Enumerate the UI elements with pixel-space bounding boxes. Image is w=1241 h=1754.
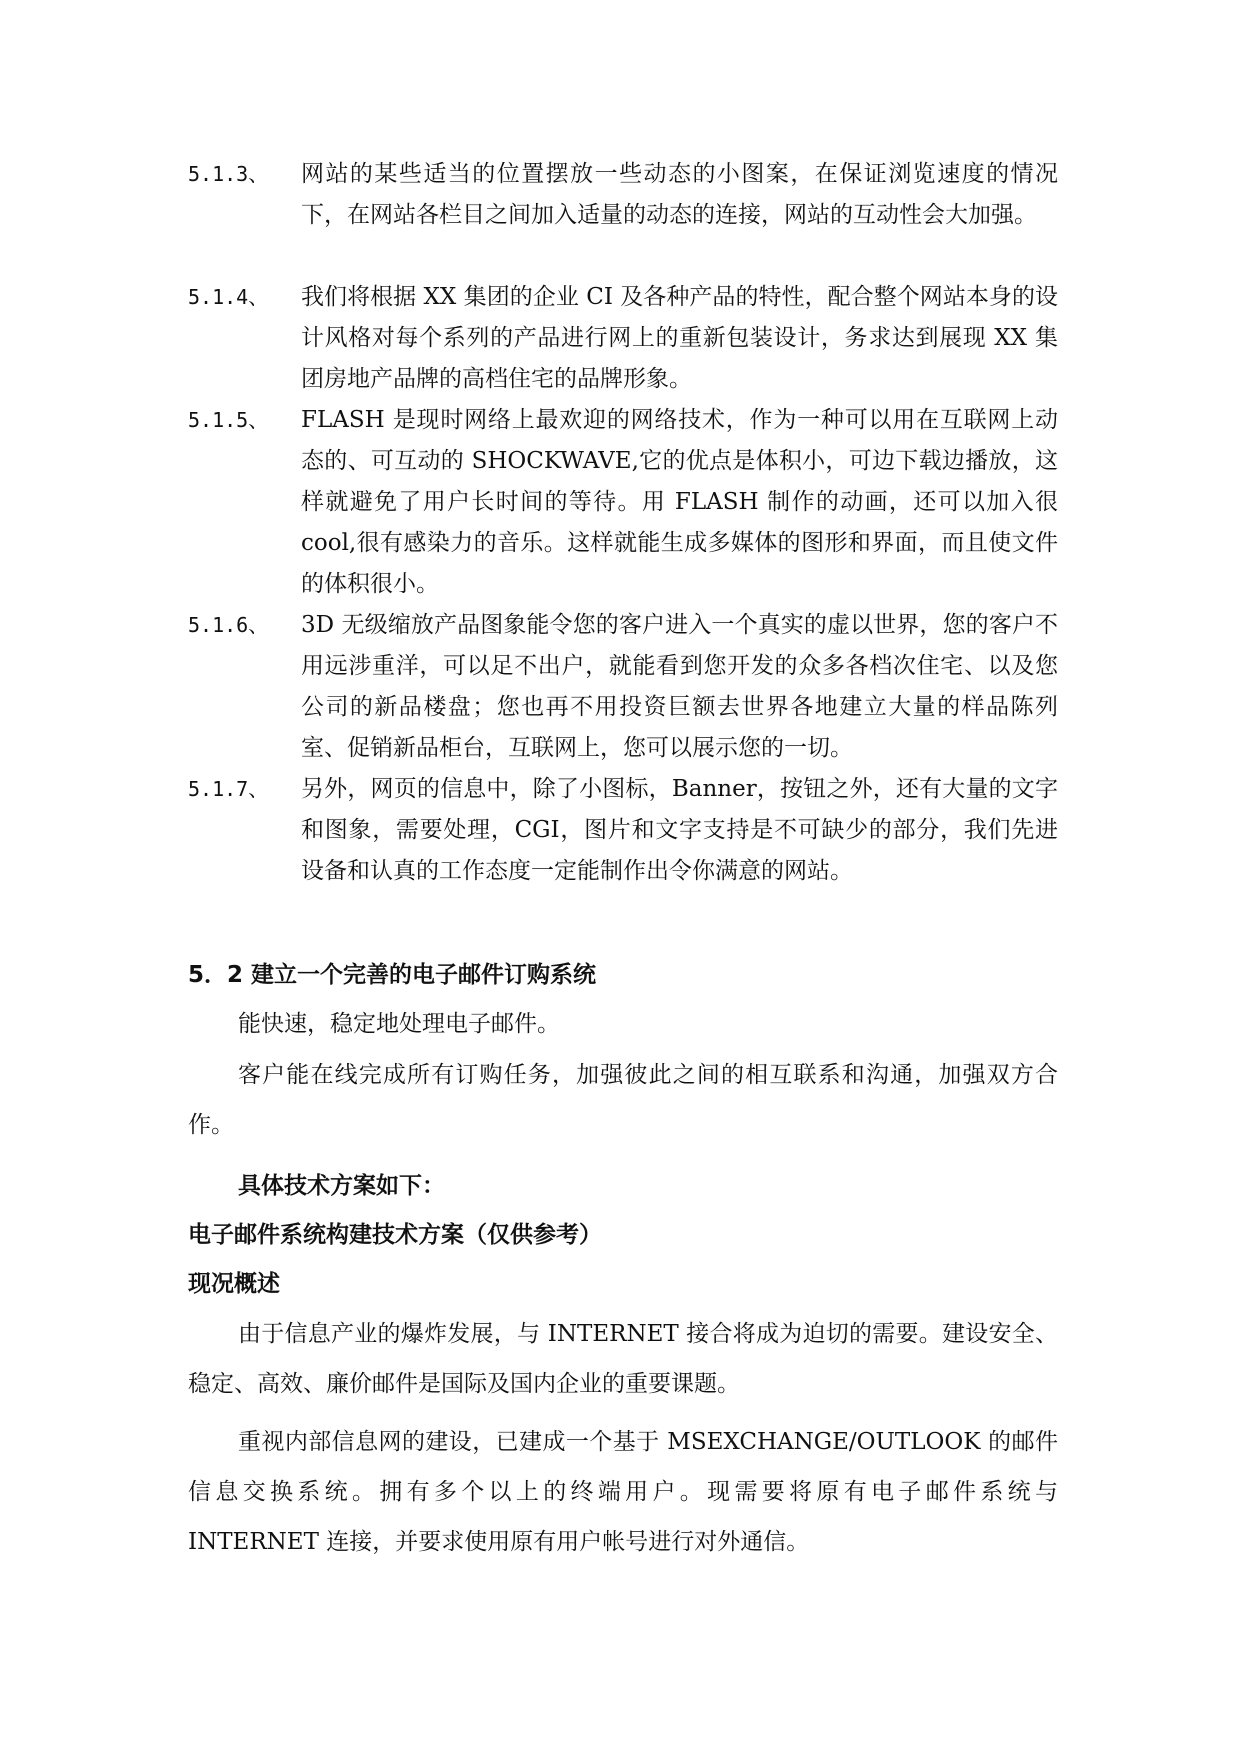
paragraph-internal-network: 重视内部信息网的建设，已建成一个基于 MSEXCHANGE/OUTLOOK 的邮件信息交换系统。拥有多个以上的终端用户。现需要将原有电子邮件系统与 INTERNET 连接，并要求使用原有用户帐号进行对外通信。 [188,1429,1058,1555]
list-item-5-1-5 [188,400,1058,605]
item-number: 5.1.4、 [188,285,269,309]
section-heading-5-2: 5．2 建立一个完善的电子邮件订购系统 [188,962,597,988]
heading-current-overview: 现况概述 [188,1271,280,1297]
item-text: 我们将根据 XX 集团的企业 CI 及各种产品的特性，配合整个网站本身的设计风格对每个系列的产品进行网上的重新包装设计，务求达到展现 XX 集团房地产品牌的高档住宅的品牌形象。 [301,284,1058,392]
item-text: 3D 无级缩放产品图象能令您的客户进入一个真实的虚以世界，您的客户不用远涉重洋，可以足不出户，就能看到您开发的众多各档次住宅、以及您公司的新品楼盘；您也再不用投资巨额去世界各地建立大量的样品陈列室、促销新品柜台，互联网上，您可以展示您的一切。 [301,612,1058,761]
item-text: 网站的某些适当的位置摆放一些动态的小图案，在保证浏览速度的情况下，在网站各栏目之间加入适量的动态的连接，网站的互动性会大加强。 [301,161,1058,228]
heading-email-system-plan: 电子邮件系统构建技术方案（仅供参考） [188,1222,602,1248]
paragraph-customer-ordering: 客户能在线完成所有订购任务，加强彼此之间的相互联系和沟通，加强双方合作。 [188,1062,1058,1138]
item-number: 5.1.7、 [188,777,269,801]
list-item-5-1-7 [188,769,1058,892]
item-number: 5.1.5、 [188,408,269,432]
item-number: 5.1.3、 [188,162,269,186]
subheading-technical-plan: 具体技术方案如下： [238,1173,445,1199]
list-item-5-1-6 [188,605,1058,769]
paragraph-industry-growth: 由于信息产业的爆炸发展，与 INTERNET 接合将成为迫切的需要。建设安全、稳定、高效、廉价邮件是国际及国内企业的重要课题。 [188,1321,1058,1397]
item-number: 5.1.6、 [188,613,269,637]
list-item-5-1-4 [188,277,1058,400]
paragraph-fast-processing: 能快速，稳定地处理电子邮件。 [238,1011,560,1037]
list-item-5-1-3 [188,154,1058,236]
item-text: FLASH 是现时网络上最欢迎的网络技术，作为一种可以用在互联网上动态的、可互动的 SHOCKWAVE,它的优点是体积小，可边下载边播放，这样就避免了用户长时间的等待。用 FLASH 制作的动画，还可以加入很 cool,很有感染力的音乐。这样就能生成多媒体的图形和界面，而且使文件的体积很小。 [301,407,1058,597]
item-text: 另外，网页的信息中，除了小图标，Banner，按钮之外，还有大量的文字和图象，需要处理，CGI，图片和文字支持是不可缺少的部分，我们先进设备和认真的工作态度一定能制作出令你满意的网站。 [301,776,1058,884]
